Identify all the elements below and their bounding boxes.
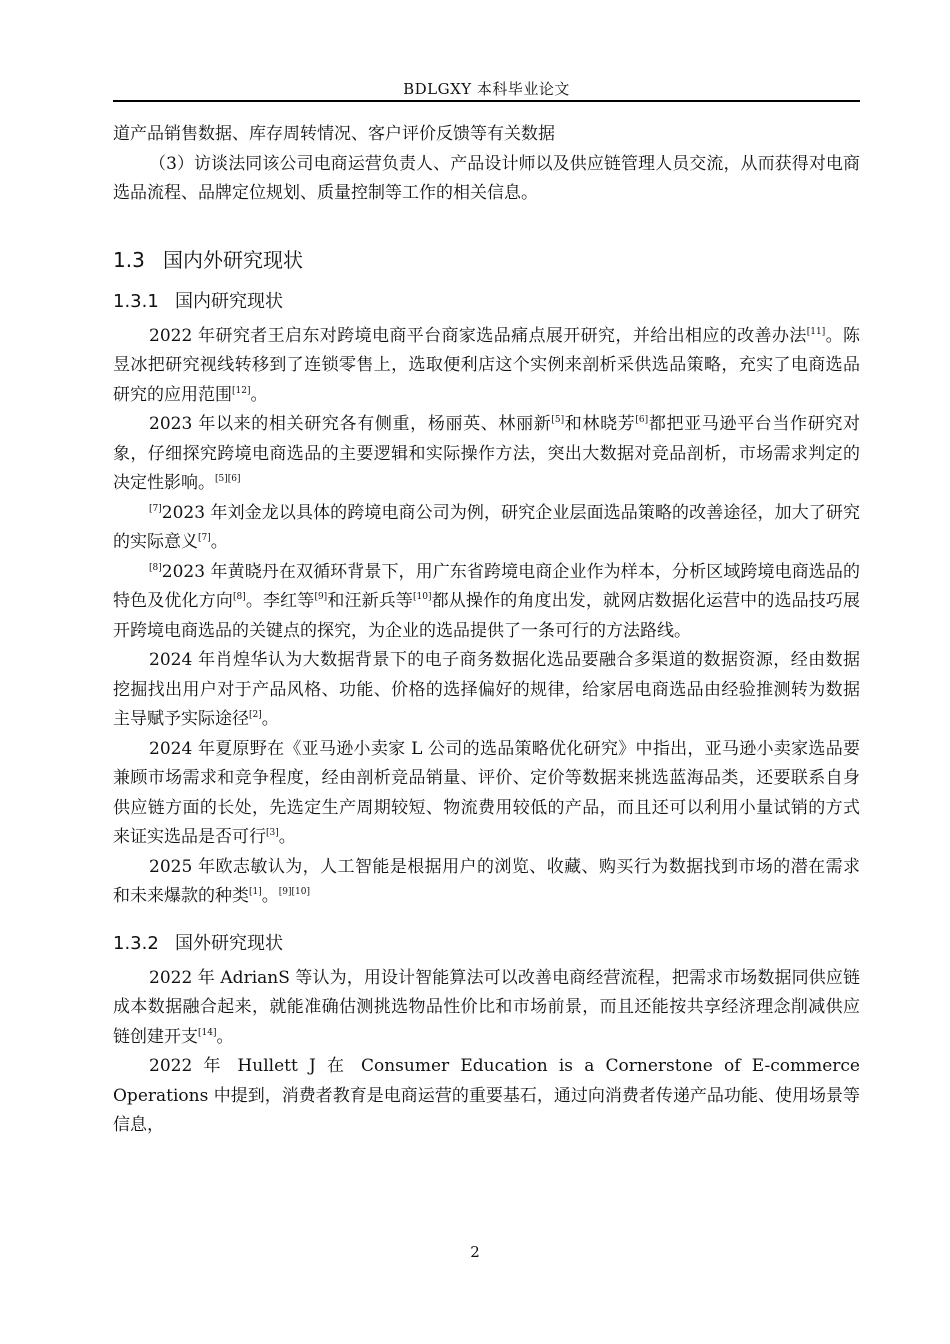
subsection-heading-1-3-2: [113, 930, 860, 958]
subsection-title: 国外研究现状: [175, 932, 283, 954]
paragraph-domestic-2023-liu: [113, 499, 860, 558]
text-run: 2023 年黄晓丹在双循环背景下，用广东省跨境电商企业作为样本，分析区域跨境电商选品的特色及优化方向: [113, 561, 860, 611]
paragraph-domestic-2024-xia: [113, 735, 860, 853]
subsection-number: 1.3.1: [113, 290, 159, 312]
paragraph-interview-method: （3）访谈法同该公司电商运营负责人、产品设计师以及供应链管理人员交流，从而获得对电商选品流程、品牌定位规划、质量控制等工作的相关信息。: [113, 153, 860, 203]
citation: [10]: [413, 592, 432, 602]
text-run: 。: [210, 532, 228, 552]
text-run: 和汪新兵等: [327, 591, 414, 611]
citation: [6]: [635, 415, 649, 425]
text-run: 都从操作的角度出发，就网店数据化运营中的选品技巧展开跨境电商选品的关键点的探究，为企业的选品提供了一条可行的方法路线。: [113, 591, 861, 641]
paragraph-continued: 道产品销售数据、库存周转情况、客户评价反馈等有关数据: [113, 124, 555, 144]
paragraph-domestic-2023-huang: [113, 558, 860, 647]
text-run: 。: [250, 384, 268, 405]
paragraph-foreign-2022-adrian: [113, 964, 860, 1053]
citation: [9]: [314, 592, 328, 602]
citation: [8]: [232, 592, 246, 602]
text-run: 。陈昱冰把研究视线转移到了连锁零售上，选取便利店这个实例来剖析采供选品策略，充实了电商选品研究的应用范围: [113, 325, 860, 405]
citation: [14]: [198, 1027, 217, 1038]
text-run: 。李红等: [245, 591, 315, 611]
citation: [7]: [149, 503, 162, 514]
text-run: 。: [278, 827, 296, 847]
text-run: 和林晓芳: [564, 414, 636, 434]
paragraph-foreign-2022-hullett: 2022 年 Hullett J 在 Consumer Education is a Cornerstone of E-commerce Operations 中提到，消费者教育是电商运营的重要基石，通过向消费者传递产品功能、使用场景等信息，: [113, 1056, 860, 1135]
text-run: 。: [261, 709, 279, 729]
citation: [2]: [249, 710, 262, 720]
text-run: 2024 年肖煌华认为大数据背景下的电子商务数据化选品要融合多渠道的数据资源，经由数据挖掘找出用户对于产品风格、功能、价格的选择偏好的规律，给家居电商选品由经验推测转为数据主导赋予实际途径: [113, 650, 860, 729]
running-header: BDLGXY 本科毕业论文: [403, 80, 570, 98]
header-rule: [113, 100, 860, 102]
citation: [5][6]: [215, 474, 241, 484]
citation: [1]: [249, 887, 262, 897]
section-number: 1.3: [113, 247, 145, 272]
subsection-number: 1.3.2: [113, 932, 159, 954]
text-run: 都把亚马逊平台当作研究对象，仔细探究跨境电商选品的主要逻辑和实际操作方法，突出大数据对竞品剖析，市场需求判定的决定性影响。: [113, 414, 861, 493]
text-run: 2023 年以来的相关研究各有侧重，杨丽英、林丽新: [149, 414, 552, 434]
subsection-title: 国内研究现状: [175, 290, 283, 312]
text-run: 2022 年 AdrianS 等认为，用设计智能算法可以改善电商经营流程，把需求市场数据同供应链成本数据融合起来，就能准确估测挑选物品性价比和市场前景，而且还能按共享经济理念削减供应链创建开支: [113, 967, 860, 1047]
citation: [7]: [198, 533, 211, 543]
subsection-heading-1-3-1: [113, 288, 860, 316]
text-run: 2022 年研究者王启东对跨境电商平台商家选品痛点展开研究，并给出相应的改善办法: [149, 325, 807, 346]
section-heading-1-3: [113, 246, 860, 274]
page-number: 2: [470, 1243, 480, 1261]
citation: [8]: [149, 562, 162, 573]
citation: [12]: [232, 385, 251, 396]
citation: [5]: [551, 415, 565, 425]
paragraph-domestic-2025-ou: [113, 853, 860, 912]
text-run: 。: [261, 886, 279, 906]
text-run: 2025 年欧志敏认为，人工智能是根据用户的浏览、收藏、购买行为数据找到市场的潜在需求和未来爆款的种类: [113, 856, 860, 906]
page-body: [113, 120, 860, 1141]
section-title: 国内外研究现状: [163, 247, 303, 272]
text-run: 。: [216, 1026, 234, 1047]
citation: [9][10]: [278, 887, 310, 897]
text-run: 2024 年夏原野在《亚马逊小卖家 L 公司的选品策略优化研究》中指出，亚马逊小卖家选品要兼顾市场需求和竞争程度，经由剖析竞品销量、评价、定价等数据来挑选蓝海品类，还要联系自身供应链方面的长处，先选定生产周期较短、物流费用较低的产品，而且还可以利用小量试销的方式来证实选品是否可行: [113, 738, 860, 847]
paragraph-domestic-2022: [113, 322, 860, 411]
paragraph-domestic-2024-xiao: [113, 646, 860, 735]
citation: [11]: [806, 326, 826, 337]
paragraph-domestic-2023-amazon: [113, 410, 860, 499]
citation: [3]: [266, 828, 279, 838]
text-run: 2023 年刘金龙以具体的跨境电商公司为例，研究企业层面选品策略的改善途径，加大了研究的实际意义: [113, 502, 860, 552]
